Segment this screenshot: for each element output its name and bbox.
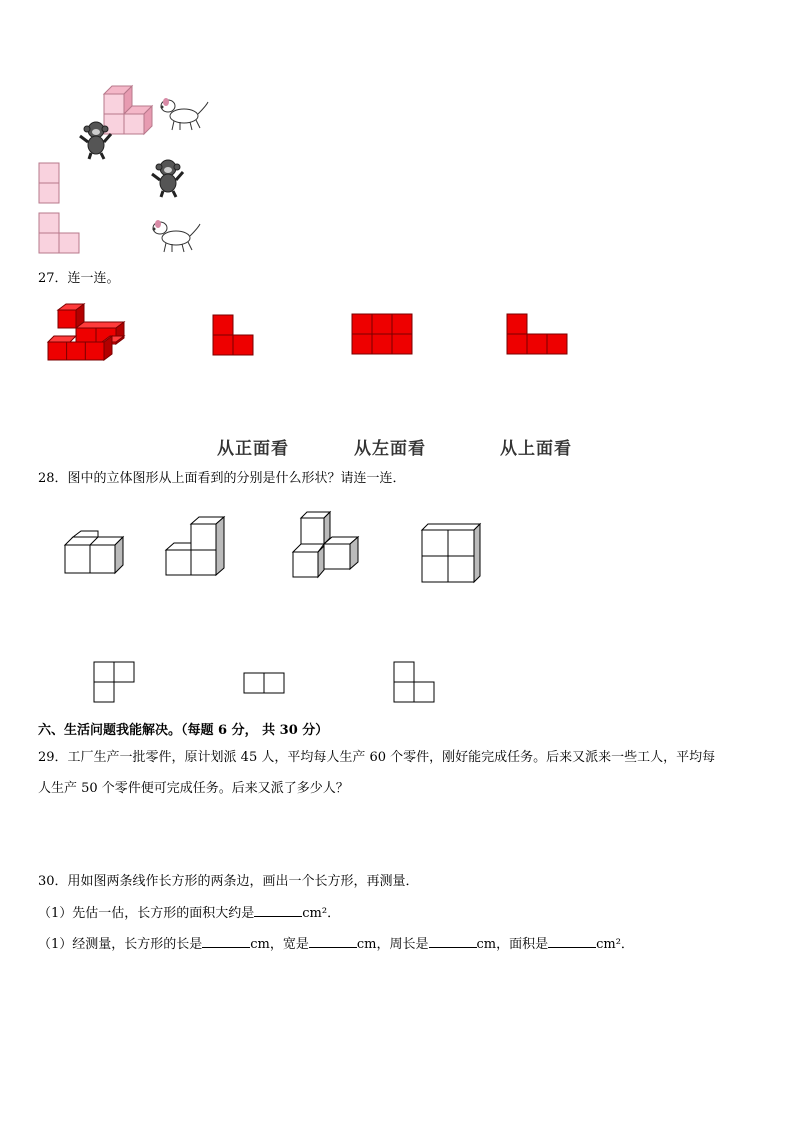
- q30-text: 用如图两条线作长方形的两条边，画出一个长方形，再测量．: [67, 874, 419, 889]
- q30-area-blank[interactable]: [548, 935, 596, 948]
- q30-number: 30．: [38, 874, 68, 889]
- solid-figure-1: [64, 530, 128, 576]
- q30-sub1: [38, 904, 340, 923]
- q29-line2: 人生产 50 个零件便可完成任务。后来又派了多少人？: [38, 781, 349, 796]
- q30-sub2-prefix: （1）经测量，长方形的长是: [38, 937, 203, 952]
- q30-sub2-area-label: cm，面积是: [476, 937, 549, 952]
- q29-text-line1: 工厂生产一批零件，原计划派 45 人，平均每人生产 60 个零件，刚好能完成任务。后来又派来一些工人，平均每: [67, 750, 716, 765]
- q28-number: 28．: [38, 471, 68, 486]
- section-6-title: 六、生活问题我能解决。（每题 6 分， 共 30 分）: [38, 723, 329, 738]
- q30: [38, 873, 419, 891]
- top-view-shape-1: [93, 661, 137, 705]
- solid-figure-4: [420, 522, 484, 584]
- q28-text: 图中的立体图形从上面看到的分别是什么形状？请连一连．: [67, 471, 406, 486]
- q30-sub2: [38, 935, 634, 954]
- q28: [38, 470, 406, 488]
- label-top-view: 从上面看: [500, 439, 572, 459]
- q30-width-blank[interactable]: [309, 935, 357, 948]
- dog-icon: [158, 96, 210, 132]
- red-view-l-wide: [506, 313, 570, 357]
- label-front-view: 从正面看: [217, 439, 289, 459]
- solid-figure-2: [165, 516, 229, 578]
- q30-sub2-unit: cm²．: [596, 937, 634, 952]
- red-view-rectangle: [351, 313, 415, 357]
- q27-number: 27．: [38, 271, 68, 286]
- top-view-shape-3: [393, 661, 437, 705]
- q29-line1: [38, 749, 715, 767]
- red-cube-stack: [46, 302, 126, 364]
- monkey-icon-answer: [150, 158, 186, 198]
- q30-sub2-perimeter-label: cm，周长是: [356, 937, 429, 952]
- q30-sub1-unit: cm²．: [302, 906, 341, 921]
- view-shape-l: [38, 212, 84, 256]
- q30-sub2-width-label: cm，宽是: [250, 937, 309, 952]
- dog-icon-answer: [150, 218, 202, 254]
- q30-sub1-prefix: （1）先估一估，长方形的面积大约是: [38, 906, 255, 921]
- red-view-l-small: [212, 314, 256, 358]
- q27: [38, 270, 120, 288]
- monkey-icon: [78, 120, 114, 160]
- q30-perimeter-blank[interactable]: [429, 935, 477, 948]
- q27-text: 连一连。: [67, 271, 120, 286]
- top-view-shape-2: [243, 672, 287, 696]
- view-shape-two-vertical: [38, 162, 62, 206]
- q29-number: 29．: [38, 750, 68, 765]
- solid-figure-3: [292, 510, 362, 580]
- q30-length-blank[interactable]: [202, 935, 250, 948]
- q30-sub1-area-blank[interactable]: [254, 904, 302, 917]
- label-left-view: 从左面看: [354, 439, 426, 459]
